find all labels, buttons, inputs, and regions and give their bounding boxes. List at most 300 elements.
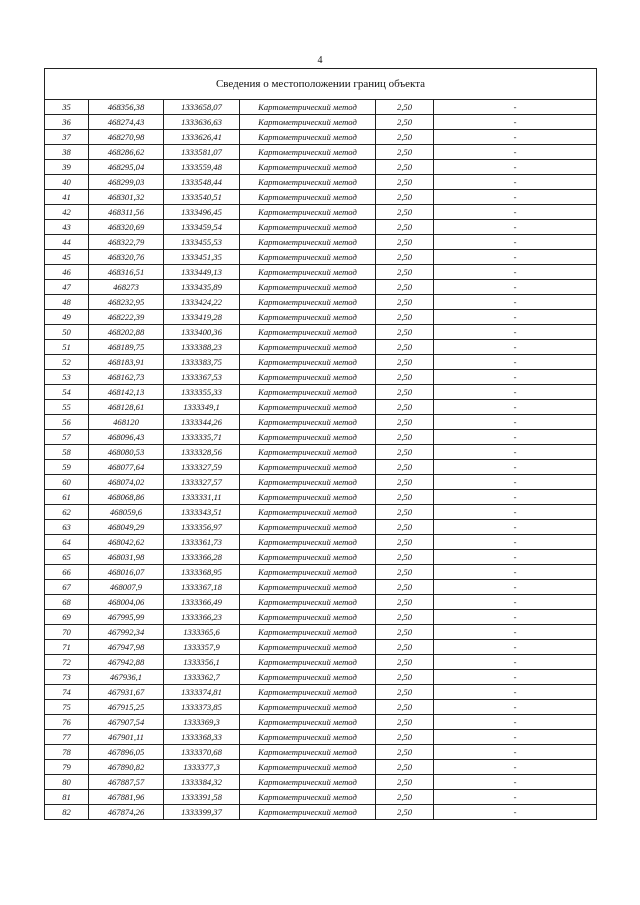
- method-cell: Картометрический метод: [240, 235, 376, 250]
- point-number-cell: 64: [45, 535, 89, 550]
- accuracy-cell: 2,50: [376, 610, 434, 625]
- accuracy-cell: 2,50: [376, 220, 434, 235]
- y-coordinate-cell: 1333419,28: [164, 310, 240, 325]
- point-number-cell: 36: [45, 115, 89, 130]
- point-number-cell: 50: [45, 325, 89, 340]
- table-row: [45, 355, 597, 370]
- note-cell: -: [434, 250, 597, 265]
- x-coordinate-cell: 468074,02: [89, 475, 164, 490]
- accuracy-cell: 2,50: [376, 190, 434, 205]
- method-cell: Картометрический метод: [240, 685, 376, 700]
- point-number-cell: 55: [45, 400, 89, 415]
- point-number-cell: 71: [45, 640, 89, 655]
- x-coordinate-cell: 468049,29: [89, 520, 164, 535]
- y-coordinate-cell: 1333449,13: [164, 265, 240, 280]
- x-coordinate-cell: 467907,54: [89, 715, 164, 730]
- x-coordinate-cell: 467995,99: [89, 610, 164, 625]
- note-cell: -: [434, 325, 597, 340]
- method-cell: Картометрический метод: [240, 625, 376, 640]
- accuracy-cell: 2,50: [376, 445, 434, 460]
- method-cell: Картометрический метод: [240, 280, 376, 295]
- y-coordinate-cell: 1333455,53: [164, 235, 240, 250]
- table-row: [45, 505, 597, 520]
- table-row: [45, 430, 597, 445]
- accuracy-cell: 2,50: [376, 640, 434, 655]
- x-coordinate-cell: 468202,88: [89, 325, 164, 340]
- x-coordinate-cell: 468183,91: [89, 355, 164, 370]
- point-number-cell: 49: [45, 310, 89, 325]
- table-row: [45, 325, 597, 340]
- x-coordinate-cell: 468142,13: [89, 385, 164, 400]
- note-cell: -: [434, 100, 597, 115]
- y-coordinate-cell: 1333327,59: [164, 460, 240, 475]
- x-coordinate-cell: 468222,39: [89, 310, 164, 325]
- table-row: [45, 400, 597, 415]
- table-row: [45, 760, 597, 775]
- accuracy-cell: 2,50: [376, 475, 434, 490]
- x-coordinate-cell: 467915,25: [89, 700, 164, 715]
- method-cell: Картометрический метод: [240, 655, 376, 670]
- note-cell: -: [434, 535, 597, 550]
- table-row: [45, 595, 597, 610]
- point-number-cell: 38: [45, 145, 89, 160]
- accuracy-cell: 2,50: [376, 400, 434, 415]
- note-cell: -: [434, 670, 597, 685]
- point-number-cell: 78: [45, 745, 89, 760]
- method-cell: Картометрический метод: [240, 415, 376, 430]
- note-cell: -: [434, 175, 597, 190]
- point-number-cell: 70: [45, 625, 89, 640]
- note-cell: -: [434, 190, 597, 205]
- method-cell: Картометрический метод: [240, 400, 376, 415]
- coordinates-table: [44, 68, 597, 820]
- point-number-cell: 74: [45, 685, 89, 700]
- x-coordinate-cell: 468232,95: [89, 295, 164, 310]
- y-coordinate-cell: 1333356,97: [164, 520, 240, 535]
- x-coordinate-cell: 468299,03: [89, 175, 164, 190]
- point-number-cell: 54: [45, 385, 89, 400]
- accuracy-cell: 2,50: [376, 490, 434, 505]
- note-cell: -: [434, 475, 597, 490]
- point-number-cell: 61: [45, 490, 89, 505]
- y-coordinate-cell: 1333377,3: [164, 760, 240, 775]
- x-coordinate-cell: 468301,32: [89, 190, 164, 205]
- y-coordinate-cell: 1333366,49: [164, 595, 240, 610]
- note-cell: -: [434, 565, 597, 580]
- table-row: [45, 475, 597, 490]
- note-cell: -: [434, 505, 597, 520]
- table-row: [45, 490, 597, 505]
- point-number-cell: 58: [45, 445, 89, 460]
- note-cell: -: [434, 685, 597, 700]
- accuracy-cell: 2,50: [376, 325, 434, 340]
- note-cell: -: [434, 790, 597, 805]
- x-coordinate-cell: 468042,62: [89, 535, 164, 550]
- table-row: [45, 580, 597, 595]
- x-coordinate-cell: 467942,88: [89, 655, 164, 670]
- y-coordinate-cell: 1333626,41: [164, 130, 240, 145]
- method-cell: Картометрический метод: [240, 430, 376, 445]
- note-cell: -: [434, 715, 597, 730]
- y-coordinate-cell: 1333343,51: [164, 505, 240, 520]
- accuracy-cell: 2,50: [376, 415, 434, 430]
- point-number-cell: 81: [45, 790, 89, 805]
- y-coordinate-cell: 1333366,23: [164, 610, 240, 625]
- point-number-cell: 75: [45, 700, 89, 715]
- note-cell: -: [434, 295, 597, 310]
- accuracy-cell: 2,50: [376, 655, 434, 670]
- y-coordinate-cell: 1333384,32: [164, 775, 240, 790]
- x-coordinate-cell: 468068,86: [89, 490, 164, 505]
- point-number-cell: 60: [45, 475, 89, 490]
- method-cell: Картометрический метод: [240, 265, 376, 280]
- accuracy-cell: 2,50: [376, 670, 434, 685]
- accuracy-cell: 2,50: [376, 625, 434, 640]
- method-cell: Картометрический метод: [240, 175, 376, 190]
- y-coordinate-cell: 1333581,07: [164, 145, 240, 160]
- method-cell: Картометрический метод: [240, 640, 376, 655]
- point-number-cell: 44: [45, 235, 89, 250]
- note-cell: -: [434, 265, 597, 280]
- x-coordinate-cell: 468080,53: [89, 445, 164, 460]
- table-row: [45, 160, 597, 175]
- point-number-cell: 69: [45, 610, 89, 625]
- note-cell: -: [434, 235, 597, 250]
- y-coordinate-cell: 1333367,18: [164, 580, 240, 595]
- accuracy-cell: 2,50: [376, 730, 434, 745]
- x-coordinate-cell: 468059,6: [89, 505, 164, 520]
- point-number-cell: 47: [45, 280, 89, 295]
- method-cell: Картометрический метод: [240, 145, 376, 160]
- y-coordinate-cell: 1333373,85: [164, 700, 240, 715]
- accuracy-cell: 2,50: [376, 250, 434, 265]
- x-coordinate-cell: 467896,05: [89, 745, 164, 760]
- point-number-cell: 43: [45, 220, 89, 235]
- table-row: [45, 205, 597, 220]
- y-coordinate-cell: 1333368,95: [164, 565, 240, 580]
- y-coordinate-cell: 1333365,6: [164, 625, 240, 640]
- method-cell: Картометрический метод: [240, 250, 376, 265]
- x-coordinate-cell: 468286,62: [89, 145, 164, 160]
- note-cell: -: [434, 310, 597, 325]
- y-coordinate-cell: 1333559,48: [164, 160, 240, 175]
- table-title: Сведения о местоположении границ объекта: [45, 69, 597, 100]
- table-row: [45, 115, 597, 130]
- table-row: [45, 715, 597, 730]
- point-number-cell: 39: [45, 160, 89, 175]
- method-cell: Картометрический метод: [240, 580, 376, 595]
- y-coordinate-cell: 1333356,1: [164, 655, 240, 670]
- note-cell: -: [434, 400, 597, 415]
- accuracy-cell: 2,50: [376, 520, 434, 535]
- y-coordinate-cell: 1333391,58: [164, 790, 240, 805]
- table-row: [45, 280, 597, 295]
- y-coordinate-cell: 1333424,22: [164, 295, 240, 310]
- x-coordinate-cell: 468295,04: [89, 160, 164, 175]
- table-row: [45, 130, 597, 145]
- method-cell: Картометрический метод: [240, 595, 376, 610]
- table-row: [45, 295, 597, 310]
- accuracy-cell: 2,50: [376, 760, 434, 775]
- y-coordinate-cell: 1333357,9: [164, 640, 240, 655]
- y-coordinate-cell: 1333367,53: [164, 370, 240, 385]
- table-row: [45, 625, 597, 640]
- table-row: [45, 190, 597, 205]
- note-cell: -: [434, 340, 597, 355]
- point-number-cell: 62: [45, 505, 89, 520]
- note-cell: -: [434, 280, 597, 295]
- note-cell: -: [434, 760, 597, 775]
- y-coordinate-cell: 1333459,54: [164, 220, 240, 235]
- note-cell: -: [434, 355, 597, 370]
- note-cell: -: [434, 595, 597, 610]
- accuracy-cell: 2,50: [376, 550, 434, 565]
- y-coordinate-cell: 1333349,1: [164, 400, 240, 415]
- point-number-cell: 80: [45, 775, 89, 790]
- x-coordinate-cell: 468311,56: [89, 205, 164, 220]
- note-cell: -: [434, 730, 597, 745]
- table-row: [45, 265, 597, 280]
- y-coordinate-cell: 1333400,36: [164, 325, 240, 340]
- table-row: [45, 775, 597, 790]
- accuracy-cell: 2,50: [376, 145, 434, 160]
- table-row: [45, 535, 597, 550]
- method-cell: Картометрический метод: [240, 790, 376, 805]
- table-row: [45, 745, 597, 760]
- point-number-cell: 63: [45, 520, 89, 535]
- method-cell: Картометрический метод: [240, 460, 376, 475]
- point-number-cell: 46: [45, 265, 89, 280]
- accuracy-cell: 2,50: [376, 580, 434, 595]
- y-coordinate-cell: 1333366,28: [164, 550, 240, 565]
- y-coordinate-cell: 1333370,68: [164, 745, 240, 760]
- x-coordinate-cell: 467931,67: [89, 685, 164, 700]
- accuracy-cell: 2,50: [376, 790, 434, 805]
- y-coordinate-cell: 1333328,56: [164, 445, 240, 460]
- accuracy-cell: 2,50: [376, 235, 434, 250]
- method-cell: Картометрический метод: [240, 295, 376, 310]
- table-row: [45, 100, 597, 115]
- accuracy-cell: 2,50: [376, 370, 434, 385]
- point-number-cell: 51: [45, 340, 89, 355]
- note-cell: -: [434, 490, 597, 505]
- point-number-cell: 53: [45, 370, 89, 385]
- method-cell: Картометрический метод: [240, 490, 376, 505]
- accuracy-cell: 2,50: [376, 340, 434, 355]
- table-row: [45, 250, 597, 265]
- note-cell: -: [434, 610, 597, 625]
- accuracy-cell: 2,50: [376, 775, 434, 790]
- method-cell: Картометрический метод: [240, 505, 376, 520]
- method-cell: Картометрический метод: [240, 520, 376, 535]
- x-coordinate-cell: 468320,76: [89, 250, 164, 265]
- point-number-cell: 73: [45, 670, 89, 685]
- point-number-cell: 57: [45, 430, 89, 445]
- method-cell: Картометрический метод: [240, 190, 376, 205]
- accuracy-cell: 2,50: [376, 745, 434, 760]
- method-cell: Картометрический метод: [240, 670, 376, 685]
- note-cell: -: [434, 745, 597, 760]
- x-coordinate-cell: 468128,61: [89, 400, 164, 415]
- accuracy-cell: 2,50: [376, 355, 434, 370]
- method-cell: Картометрический метод: [240, 445, 376, 460]
- page-number: 4: [317, 55, 323, 66]
- y-coordinate-cell: 1333335,71: [164, 430, 240, 445]
- method-cell: Картометрический метод: [240, 325, 376, 340]
- note-cell: -: [434, 805, 597, 820]
- y-coordinate-cell: 1333344,26: [164, 415, 240, 430]
- table-row: [45, 730, 597, 745]
- method-cell: Картометрический метод: [240, 340, 376, 355]
- x-coordinate-cell: 468096,43: [89, 430, 164, 445]
- accuracy-cell: 2,50: [376, 460, 434, 475]
- x-coordinate-cell: 467936,1: [89, 670, 164, 685]
- point-number-cell: 66: [45, 565, 89, 580]
- y-coordinate-cell: 1333361,73: [164, 535, 240, 550]
- x-coordinate-cell: 468077,64: [89, 460, 164, 475]
- note-cell: -: [434, 625, 597, 640]
- table-row: [45, 610, 597, 625]
- y-coordinate-cell: 1333451,35: [164, 250, 240, 265]
- accuracy-cell: 2,50: [376, 805, 434, 820]
- note-cell: -: [434, 430, 597, 445]
- y-coordinate-cell: 1333435,89: [164, 280, 240, 295]
- table-title-row: [45, 69, 597, 100]
- table-row: [45, 460, 597, 475]
- point-number-cell: 59: [45, 460, 89, 475]
- accuracy-cell: 2,50: [376, 505, 434, 520]
- table-row: [45, 700, 597, 715]
- table-row: [45, 145, 597, 160]
- accuracy-cell: 2,50: [376, 100, 434, 115]
- x-coordinate-cell: 468322,79: [89, 235, 164, 250]
- y-coordinate-cell: 1333496,45: [164, 205, 240, 220]
- y-coordinate-cell: 1333331,11: [164, 490, 240, 505]
- accuracy-cell: 2,50: [376, 430, 434, 445]
- y-coordinate-cell: 1333399,37: [164, 805, 240, 820]
- y-coordinate-cell: 1333368,33: [164, 730, 240, 745]
- x-coordinate-cell: 468320,69: [89, 220, 164, 235]
- accuracy-cell: 2,50: [376, 115, 434, 130]
- note-cell: -: [434, 775, 597, 790]
- table-row: [45, 310, 597, 325]
- note-cell: -: [434, 580, 597, 595]
- y-coordinate-cell: 1333636,63: [164, 115, 240, 130]
- y-coordinate-cell: 1333327,57: [164, 475, 240, 490]
- x-coordinate-cell: 468004,06: [89, 595, 164, 610]
- point-number-cell: 77: [45, 730, 89, 745]
- y-coordinate-cell: 1333540,51: [164, 190, 240, 205]
- x-coordinate-cell: 468356,38: [89, 100, 164, 115]
- method-cell: Картометрический метод: [240, 535, 376, 550]
- point-number-cell: 79: [45, 760, 89, 775]
- table-row: [45, 655, 597, 670]
- y-coordinate-cell: 1333362,7: [164, 670, 240, 685]
- method-cell: Картометрический метод: [240, 700, 376, 715]
- accuracy-cell: 2,50: [376, 160, 434, 175]
- table-row: [45, 445, 597, 460]
- note-cell: -: [434, 640, 597, 655]
- point-number-cell: 68: [45, 595, 89, 610]
- x-coordinate-cell: 468120: [89, 415, 164, 430]
- accuracy-cell: 2,50: [376, 265, 434, 280]
- method-cell: Картометрический метод: [240, 100, 376, 115]
- point-number-cell: 37: [45, 130, 89, 145]
- point-number-cell: 65: [45, 550, 89, 565]
- x-coordinate-cell: 468270,98: [89, 130, 164, 145]
- note-cell: -: [434, 220, 597, 235]
- method-cell: Картометрический метод: [240, 475, 376, 490]
- point-number-cell: 56: [45, 415, 89, 430]
- x-coordinate-cell: 467947,98: [89, 640, 164, 655]
- method-cell: Картометрический метод: [240, 385, 376, 400]
- table-row: [45, 550, 597, 565]
- y-coordinate-cell: 1333658,07: [164, 100, 240, 115]
- note-cell: -: [434, 115, 597, 130]
- note-cell: -: [434, 655, 597, 670]
- method-cell: Картометрический метод: [240, 310, 376, 325]
- x-coordinate-cell: 468189,75: [89, 340, 164, 355]
- y-coordinate-cell: 1333388,23: [164, 340, 240, 355]
- note-cell: -: [434, 205, 597, 220]
- table-row: [45, 805, 597, 820]
- x-coordinate-cell: 467881,96: [89, 790, 164, 805]
- note-cell: -: [434, 385, 597, 400]
- note-cell: -: [434, 550, 597, 565]
- x-coordinate-cell: 468162,73: [89, 370, 164, 385]
- x-coordinate-cell: 468007,9: [89, 580, 164, 595]
- point-number-cell: 67: [45, 580, 89, 595]
- method-cell: Картометрический метод: [240, 775, 376, 790]
- point-number-cell: 48: [45, 295, 89, 310]
- y-coordinate-cell: 1333548,44: [164, 175, 240, 190]
- method-cell: Картометрический метод: [240, 565, 376, 580]
- point-number-cell: 35: [45, 100, 89, 115]
- table-row: [45, 415, 597, 430]
- accuracy-cell: 2,50: [376, 595, 434, 610]
- table-row: [45, 520, 597, 535]
- table-row: [45, 220, 597, 235]
- x-coordinate-cell: 468031,98: [89, 550, 164, 565]
- accuracy-cell: 2,50: [376, 385, 434, 400]
- method-cell: Картометрический метод: [240, 220, 376, 235]
- point-number-cell: 72: [45, 655, 89, 670]
- method-cell: Картометрический метод: [240, 745, 376, 760]
- table-row: [45, 235, 597, 250]
- x-coordinate-cell: 467992,34: [89, 625, 164, 640]
- accuracy-cell: 2,50: [376, 700, 434, 715]
- note-cell: -: [434, 445, 597, 460]
- table-row: [45, 565, 597, 580]
- y-coordinate-cell: 1333383,75: [164, 355, 240, 370]
- table-row: [45, 370, 597, 385]
- coordinates-table-body: [45, 69, 597, 820]
- table-row: [45, 790, 597, 805]
- point-number-cell: 40: [45, 175, 89, 190]
- x-coordinate-cell: 468316,51: [89, 265, 164, 280]
- point-number-cell: 52: [45, 355, 89, 370]
- point-number-cell: 76: [45, 715, 89, 730]
- x-coordinate-cell: 468273: [89, 280, 164, 295]
- method-cell: Картометрический метод: [240, 130, 376, 145]
- method-cell: Картометрический метод: [240, 370, 376, 385]
- x-coordinate-cell: 467890,82: [89, 760, 164, 775]
- method-cell: Картометрический метод: [240, 160, 376, 175]
- method-cell: Картометрический метод: [240, 760, 376, 775]
- table-row: [45, 175, 597, 190]
- accuracy-cell: 2,50: [376, 280, 434, 295]
- method-cell: Картометрический метод: [240, 550, 376, 565]
